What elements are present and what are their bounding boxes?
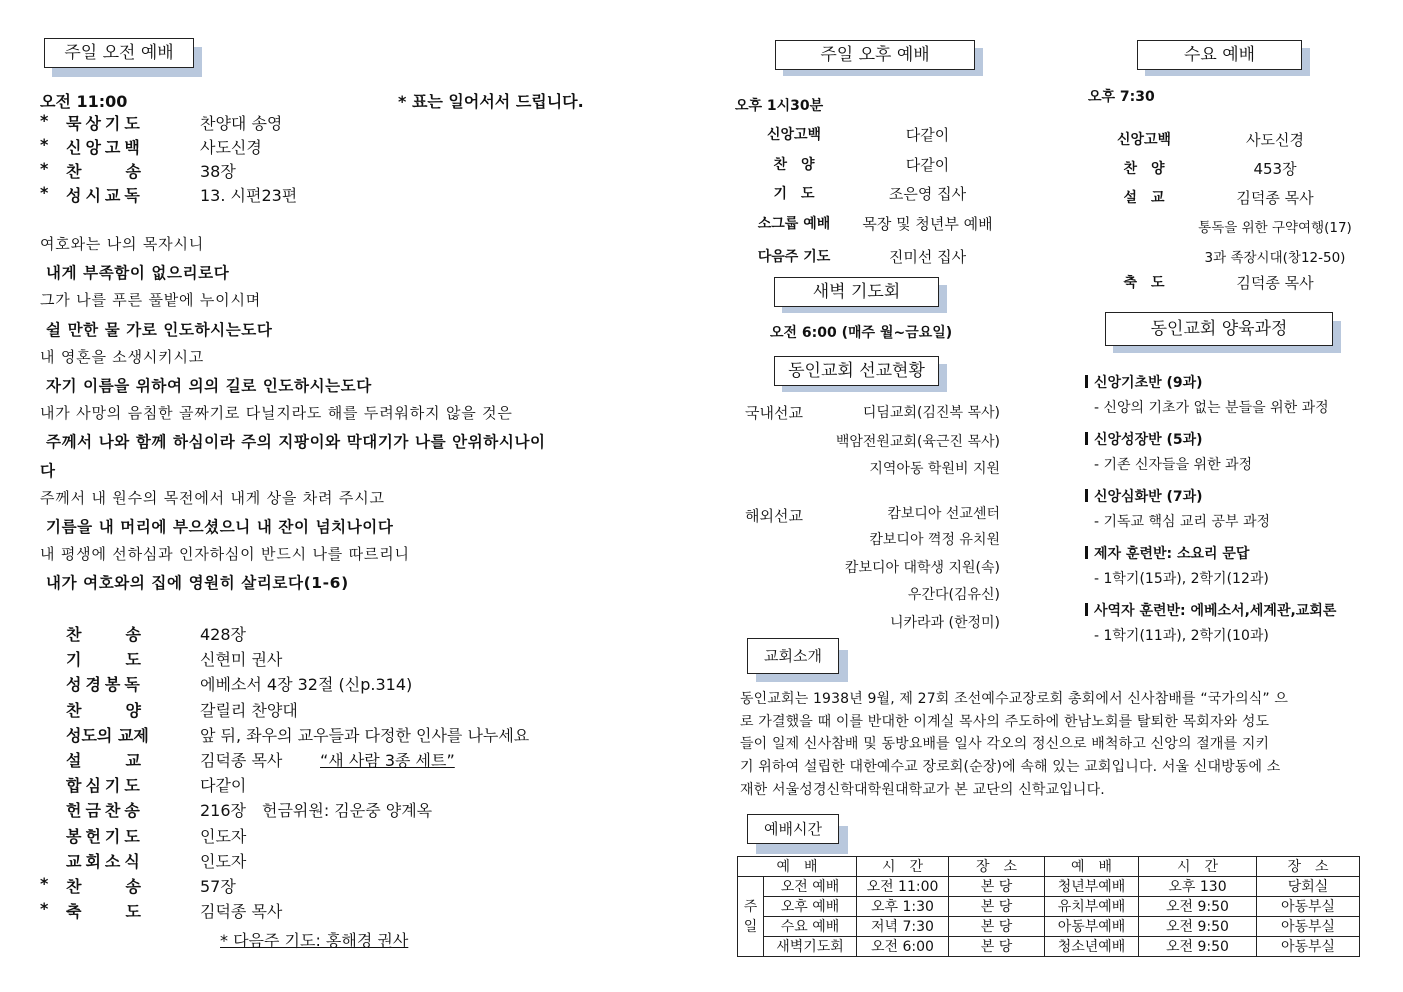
table-cell: 새벽기도회 — [764, 937, 857, 957]
order-label: 헌금찬송 — [66, 801, 144, 821]
table-cell: 오전 11:00 — [857, 877, 949, 897]
bullet-bar-icon — [1085, 375, 1088, 388]
morning-time: 오전 11:00 — [40, 92, 128, 111]
education-title: 동인교회 양육과정 — [1105, 312, 1333, 346]
domestic-mission-label: 국내선교 — [745, 404, 803, 422]
wednesday-label: 축 도 — [1123, 275, 1165, 291]
table-row — [738, 877, 1360, 897]
afternoon-value: 조은영 집사 — [888, 185, 967, 203]
worship-schedule-table — [737, 856, 1360, 957]
wednesday-value: 통독을 위한 구약여행(17) — [1198, 220, 1352, 236]
order-value: 428장 — [200, 625, 246, 644]
next-prayer-note: * 다음주 기도: 홍해경 권사 — [220, 931, 409, 950]
course-name: 신앙기초반 (9과) — [1094, 375, 1203, 391]
standing-mark: * — [40, 183, 49, 202]
wednesday-value: 사도신경 — [1246, 131, 1304, 149]
table-cell: 본 당 — [949, 937, 1045, 957]
course-name: 신앙심화반 (7과) — [1094, 489, 1203, 505]
education-course-title — [1085, 429, 1203, 449]
psalm-line: 주께서 내 원수의 목전에서 내게 상을 차려 주시고 — [40, 488, 385, 507]
table-cell: 오전 6:00 — [857, 937, 949, 957]
sermon-title: “새 사람 3종 세트” — [320, 751, 455, 770]
order-label: 축 도 — [66, 902, 145, 922]
order-value: 38장 — [200, 162, 236, 181]
table-header-row — [738, 857, 1360, 877]
table-header-cell: 장 소 — [949, 857, 1045, 877]
afternoon-label: 다음주 기도 — [757, 249, 831, 265]
intro-line: 동인교회는 1938년 9월, 제 27회 조선예수교장로회 총회에서 신사참배를 “국가의식” 으 — [740, 691, 1289, 707]
wednesday-value: 3과 족장시대(창12-50) — [1204, 250, 1346, 266]
table-cell: 아동부실 — [1257, 897, 1360, 917]
table-header-cell: 예 배 — [738, 857, 857, 877]
sunday-label-char: 주 — [743, 898, 758, 915]
afternoon-value: 다같이 — [905, 156, 950, 174]
overseas-mission-item: 니카라과 (한정미) — [889, 615, 1000, 631]
overseas-mission-item: 캄보디아 껵정 유치원 — [869, 532, 1000, 548]
afternoon-label: 기 도 — [773, 186, 815, 202]
order-value: 다같이 — [200, 776, 247, 796]
psalm-line: 기름을 내 머리에 부으셨으니 내 잔이 넘치나이다 — [40, 518, 394, 536]
bullet-bar-icon — [1085, 546, 1088, 559]
order-label: 신앙고백 — [66, 138, 144, 157]
wednesday-value: 453장 — [1253, 160, 1297, 178]
order-label: 찬 송 — [66, 625, 145, 644]
order-label: 봉헌기도 — [66, 826, 144, 846]
table-cell: 유치부예배 — [1045, 897, 1139, 917]
standing-mark: * — [40, 874, 49, 893]
education-course-title — [1085, 600, 1336, 620]
wednesday-label: 설 교 — [1123, 190, 1165, 206]
afternoon-label: 신앙고백 — [766, 127, 822, 143]
psalm-line: 다 — [40, 461, 56, 480]
mission-title: 동인교회 선교현황 — [774, 356, 939, 386]
overseas-mission-label: 해외선교 — [745, 507, 803, 525]
afternoon-label: 소그룹 예배 — [757, 216, 831, 232]
standing-mark: * — [40, 111, 49, 130]
psalm-line: 주께서 나와 함께 하심이라 주의 지팡이와 막대기가 나를 안위하시나이 — [40, 433, 546, 452]
afternoon-value: 다같이 — [905, 126, 950, 144]
sunday-label-char: 일 — [743, 918, 758, 935]
order-value: 216장 헌금위원: 김운중 양계옥 — [200, 801, 433, 821]
order-label: 찬 송 — [66, 162, 145, 181]
psalm-line: 내가 사망의 음침한 골짜기로 다닐지라도 해를 두려워하지 않을 것은 — [40, 404, 513, 423]
table-cell: 본 당 — [949, 917, 1045, 937]
order-value: 인도자 — [200, 851, 247, 871]
education-course-desc: - 1학기(15과), 2학기(12과) — [1094, 571, 1269, 587]
domestic-mission-item: 디딤교회(김진복 목사) — [862, 405, 1000, 421]
intro-line: 재한 서울성경신학대학원대학교가 본 교단의 신학교입니다. — [740, 781, 1105, 798]
psalm-line: 그가 나를 푸른 풀밭에 누이시며 — [40, 291, 262, 310]
order-value: 사도신경 — [200, 138, 262, 157]
afternoon-time: 오후 1시30분 — [735, 98, 824, 114]
sunday-label — [738, 897, 763, 937]
order-value: 신현미 권사 — [200, 650, 283, 670]
table-cell: 오전 예배 — [764, 877, 857, 897]
education-course-desc: - 기독교 핵심 교리 공부 과정 — [1094, 514, 1271, 530]
bullet-bar-icon — [1085, 603, 1088, 616]
order-value: 에베소서 4장 32절 (신p.314) — [200, 675, 413, 695]
psalm-line: 내가 여호와의 집에 영원히 살리로다(1-6) — [40, 574, 349, 593]
table-cell: 본 당 — [949, 897, 1045, 917]
order-label: 설 교 — [66, 751, 145, 770]
order-label: 찬 양 — [66, 700, 145, 720]
wednesday-time: 오후 7:30 — [1088, 89, 1155, 105]
order-value: 앞 뒤, 좌우의 교우들과 다정한 인사를 나누세요 — [200, 725, 530, 745]
table-cell: 청년부예배 — [1045, 877, 1139, 897]
table-cell: 본 당 — [949, 877, 1045, 897]
table-cell: 오후 예배 — [764, 897, 857, 917]
bullet-bar-icon — [1085, 489, 1088, 502]
table-row — [738, 897, 1360, 917]
order-value: 갈릴리 찬양대 — [200, 700, 298, 720]
dawn-prayer-title: 새벽 기도회 — [774, 277, 939, 307]
standing-mark: * — [40, 899, 49, 919]
order-value: 인도자 — [200, 826, 247, 846]
education-course-desc: - 기존 신자들을 위한 과정 — [1094, 457, 1253, 473]
intro-line: 기 위하여 설립한 대한예수교 장로회(순장)에 속해 있는 교회입니다. 서울 신대방동에 소 — [740, 759, 1281, 776]
table-cell: 아동부예배 — [1045, 917, 1139, 937]
order-label: 묵상기도 — [66, 114, 144, 133]
education-course-title — [1085, 543, 1249, 563]
standing-mark: * — [40, 135, 49, 154]
wednesday-label: 신앙고백 — [1116, 132, 1172, 148]
table-header-cell: 시 간 — [857, 857, 949, 877]
intro-line: 로 가결했을 때 이를 반대한 이계실 목사의 주도하에 한남노회를 탈퇴한 목회자와 성도 — [740, 713, 1270, 730]
order-value: 김덕종 목사 — [200, 902, 283, 922]
table-cell: 청소년예배 — [1045, 937, 1139, 957]
intro-line: 들이 일제 신사참배 및 동방요배를 일사 각오의 정신으로 배척하고 신앙의 절개를 지키 — [740, 736, 1270, 753]
education-course-title — [1085, 372, 1203, 392]
order-label: 찬 송 — [66, 877, 145, 896]
overseas-mission-item: 캄보디아 대학생 지원(속) — [844, 560, 1000, 576]
overseas-mission-item: 캄보디아 선교센터 — [887, 506, 1000, 522]
standing-note: * 표는 일어서서 드립니다. — [398, 92, 584, 111]
schedule-title: 예배시간 — [747, 814, 839, 844]
order-value: 찬양대 송영 — [200, 114, 283, 133]
course-name: 사역자 훈련반: 에베소서,세계관,교회론 — [1094, 603, 1337, 619]
afternoon-label: 찬 양 — [773, 157, 815, 173]
order-label: 교회소식 — [66, 851, 144, 871]
wednesday-value: 김덕종 목사 — [1236, 274, 1314, 292]
order-value: 57장 — [200, 877, 236, 896]
domestic-mission-item: 지역아동 학원비 지원 — [869, 461, 1000, 477]
afternoon-service-title: 주일 오후 예배 — [775, 40, 975, 70]
wednesday-value: 김덕종 목사 — [1236, 189, 1314, 207]
table-cell: 수요 예배 — [764, 917, 857, 937]
course-name: 제자 훈련반: 소요리 문답 — [1094, 546, 1250, 562]
psalm-line: 내 평생에 선하심과 인자하심이 반드시 나를 따르리니 — [40, 545, 410, 564]
afternoon-value: 진미선 집사 — [888, 248, 967, 266]
order-label: 성경봉독 — [66, 675, 144, 695]
education-course-desc: - 1학기(11과), 2학기(10과) — [1094, 628, 1269, 644]
morning-service-title: 주일 오전 예배 — [44, 38, 194, 68]
overseas-mission-item: 우간다(김유신) — [907, 587, 1000, 603]
wednesday-label: 찬 양 — [1123, 161, 1165, 177]
education-course-title — [1085, 486, 1203, 506]
table-cell: 오전 9:50 — [1139, 897, 1257, 917]
order-label: 성시교독 — [66, 186, 144, 205]
table-cell: 오전 9:50 — [1139, 917, 1257, 937]
table-cell: 오후 1:30 — [857, 897, 949, 917]
domestic-mission-item: 백암전원교회(육근진 목사) — [835, 434, 1000, 450]
wednesday-service-title: 수요 예배 — [1137, 40, 1302, 70]
psalm-line: 쉴 만한 물 가로 인도하시는도다 — [40, 320, 273, 339]
afternoon-value: 목장 및 청년부 예배 — [862, 215, 993, 233]
psalm-line: 내 영혼을 소생시키시고 — [40, 347, 205, 366]
table-cell: 저녁 7:30 — [857, 917, 949, 937]
standing-mark: * — [40, 159, 49, 178]
education-course-desc: - 신앙의 기초가 없는 분들을 위한 과정 — [1094, 400, 1329, 416]
psalm-line: 내게 부족함이 없으리로다 — [40, 264, 230, 283]
table-cell: 아동부실 — [1257, 917, 1360, 937]
dawn-time: 오전 6:00 (매주 월~금요일) — [770, 325, 953, 341]
order-value: 김덕종 목사 — [200, 751, 283, 770]
order-label: 성도의 교제 — [66, 725, 149, 745]
order-value: 13. 시편23편 — [200, 186, 298, 205]
psalm-line: 자기 이름을 위하여 의의 길로 인도하시는도다 — [40, 377, 372, 395]
table-cell: 아동부실 — [1257, 937, 1360, 957]
table-row — [738, 937, 1360, 957]
table-cell: 당회실 — [1257, 877, 1360, 897]
table-side-label — [738, 877, 764, 957]
psalm-line: 여호와는 나의 목자시니 — [40, 235, 205, 253]
table-row — [738, 917, 1360, 937]
table-cell: 오후 130 — [1139, 877, 1257, 897]
table-cell: 오전 9:50 — [1139, 937, 1257, 957]
intro-title: 교회소개 — [747, 638, 839, 674]
table-header-cell: 시 간 — [1139, 857, 1257, 877]
table-header-cell: 예 배 — [1045, 857, 1139, 877]
order-label: 기 도 — [66, 650, 145, 670]
table-header-cell: 장 소 — [1257, 857, 1360, 877]
bullet-bar-icon — [1085, 432, 1088, 445]
course-name: 신앙성장반 (5과) — [1094, 432, 1203, 448]
order-label: 합심기도 — [66, 776, 144, 796]
